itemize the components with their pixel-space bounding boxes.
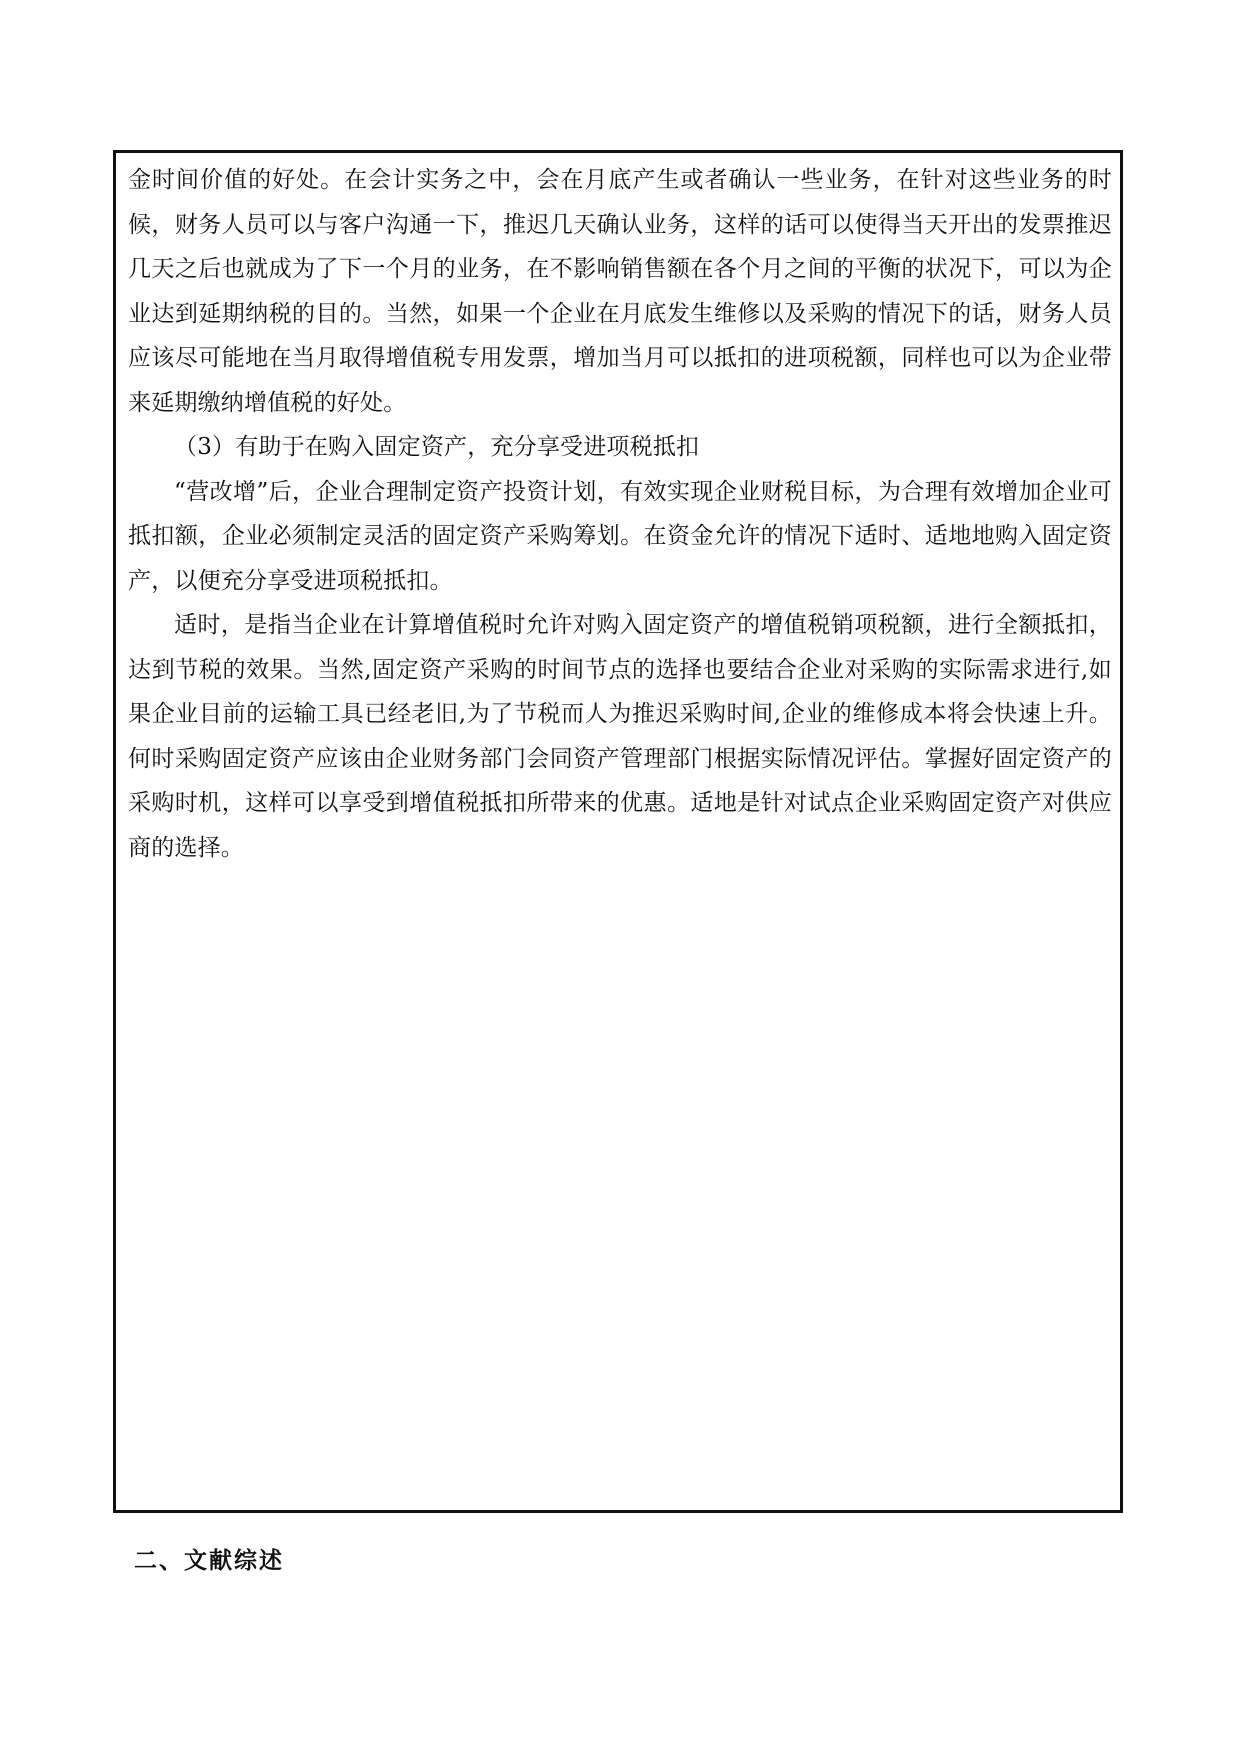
paragraph-timing: 适时，是指当企业在计算增值税时允许对购入固定资产的增值税销项税额，进行全额抵扣，达到节税的效果。当然,固定资产采购的时间节点的选择也要结合企业对采购的实际需求进行,如果企业目前的运输工具已经老旧,为了节税而人为推迟采购时间,企业的维修成本将会快速上升。何时采购固定资产应该由企业财务部门会同资产管理部门根据实际情况评估。掌握好固定资产的采购时机，这样可以享受到增值税抵扣所带来的优惠。适地是针对试点企业采购固定资产对供应商的选择。 <box>128 612 1112 861</box>
paragraph-continuation: 金时间价值的好处。在会计实务之中，会在月底产生或者确认一些业务，在针对这些业务的时候，财务人员可以与客户沟通一下，推迟几天确认业务，这样的话可以使得当天开出的发票推迟几天之后也就成为了下一个月的业务，在不影响销售额在各个月之间的平衡的状况下，可以为企业达到延期纳税的目的。当然，如果一个企业在月底发生维修以及采购的情况下的话，财务人员应该尽可能地在当月取得增值税专用发票，增加当月可以抵扣的进项税额，同样也可以为企业带来延期缴纳增值税的好处。 <box>128 167 1112 416</box>
content-box <box>113 150 1123 1513</box>
section-heading-literature-review: 二、文献综述 <box>134 1548 284 1574</box>
paragraph-asset-plan: “营改增”后，企业合理制定资产投资计划，有效实现企业财税目标，为合理有效增加企业可抵扣额，企业必须制定灵活的固定资产采购筹划。在资金允许的情况下适时、适地地购入固定资产，以便充分享受进项税抵扣。 <box>128 478 1112 594</box>
paragraph-subheading-3: （3）有助于在购入固定资产，充分享受进项税抵扣 <box>174 434 700 460</box>
